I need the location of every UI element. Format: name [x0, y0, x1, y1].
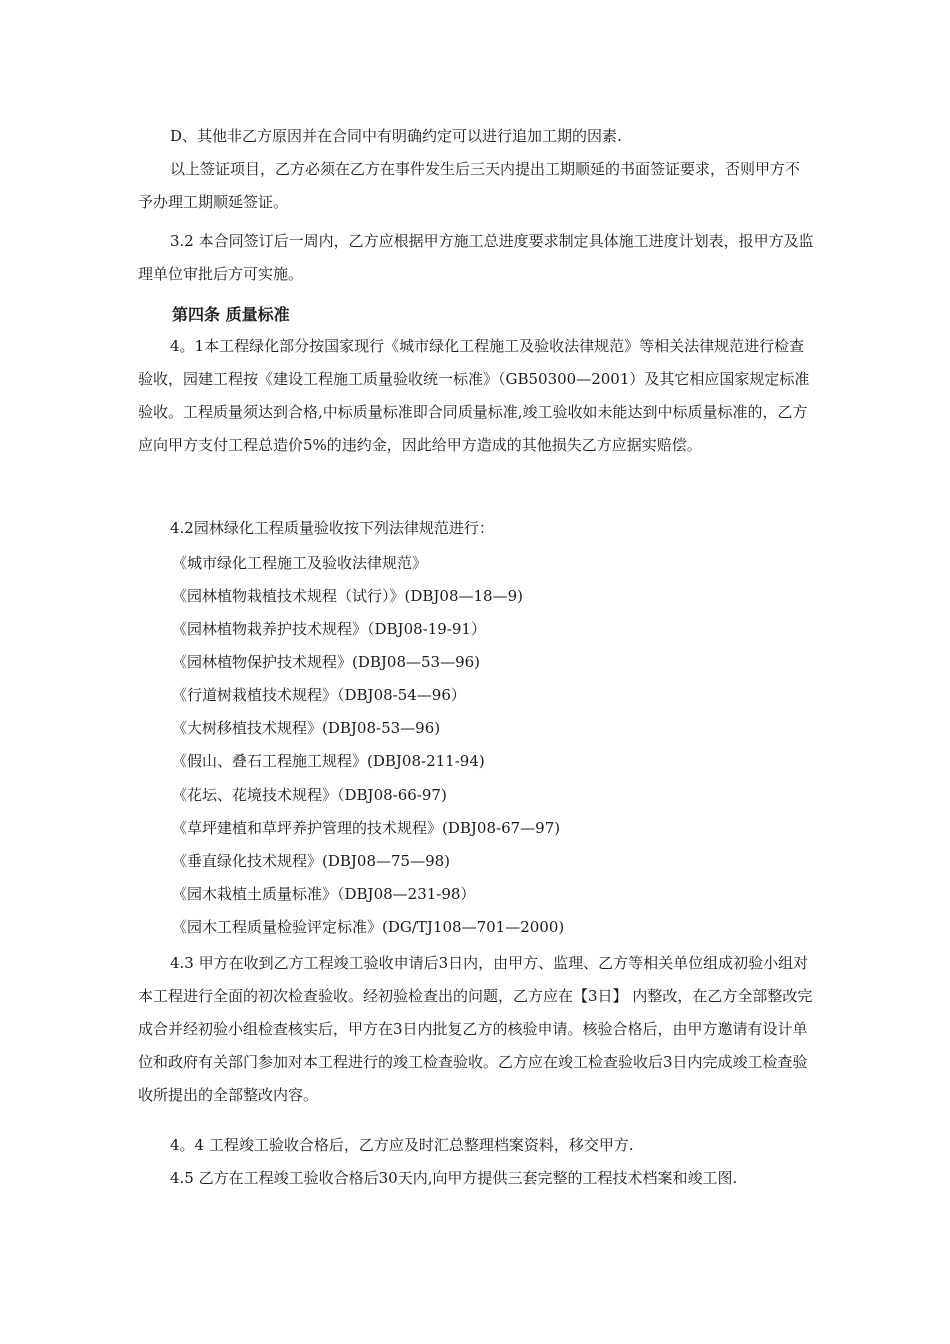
paragraph-sign: 以上签证项目，乙方必须在乙方在事件发生后三天内提出工期顺延的书面签证要求，否则甲方不予办理工期顺延签证。: [138, 160, 801, 211]
standard-item: 《园林植物栽养护技术规程》（DBJ08-19-91）: [172, 620, 486, 638]
standard-item: 《草坪建植和草坪养护管理的技术规程》(DBJ08-67—97): [172, 819, 561, 837]
standard-item: 《行道树栽植技术规程》（DBJ08-54—96）: [172, 686, 466, 704]
standard-item: 《园木工程质量检验评定标准》(DG/TJ108—701—2000): [172, 918, 565, 936]
standard-item: 《园林植物保护技术规程》(DBJ08—53—96): [172, 653, 481, 671]
paragraph-3-2: 3.2 本合同签订后一周内，乙方应根据甲方施工总进度要求制定具体施工进度计划表，报甲方及监理单位审批后方可实施。: [138, 232, 814, 283]
paragraph-d: D、其他非乙方原因并在合同中有明确约定可以进行追加工期的因素.: [170, 127, 622, 145]
section-heading-4: 第四条 质量标准: [172, 305, 290, 324]
paragraph-4-4: 4。4 工程竣工验收合格后，乙方应及时汇总整理档案资料，移交甲方.: [170, 1136, 634, 1154]
paragraph-4-1: 4。1本工程绿化部分按国家现行《城市绿化工程施工及验收法律规范》等相关法律规范进行检查验收，园建工程按《建设工程施工质量验收统一标准》（GB50300—2001）及其它相应国家规定标准验收。工程质量须达到合格,中标质量标准即合同质量标准,竣工验收如未能达到中标质量标准的，乙方应向甲方支付工程总造价5%的违约金，因此给甲方造成的其他损失乙方应据实赔偿。: [138, 337, 810, 454]
paragraph-4-2: 4.2园林绿化工程质量验收按下列法律规范进行：: [170, 519, 494, 537]
standard-item: 《大树移植技术规程》(DBJ08-53—96): [172, 719, 441, 737]
paragraph-4-3: 4.3 甲方在收到乙方工程竣工验收申请后3日内，由甲方、监理、乙方等相关单位组成初验小组对本工程进行全面的初次检查验收。经初验检查出的问题，乙方应在【3日】 内整改，在乙方全部整改完成合并经初验小组检查核实后，甲方在3日内批复乙方的核验申请。核验合格后，由甲方邀请有设计单位和政府有关部门参加对本工程进行的竣工检查验收。乙方应在竣工检查验收后3日内完成竣工检查验收所提出的全部整改内容。: [138, 954, 813, 1104]
standard-item: 《假山、叠石工程施工规程》(DBJ08-211-94): [172, 752, 485, 770]
standard-item: 《垂直绿化技术规程》(DBJ08—75—98): [172, 852, 451, 870]
standard-item: 《城市绿化工程施工及验收法律规范》: [172, 554, 428, 572]
standard-item: 《花坛、花境技术规程》（DBJ08-66-97): [172, 786, 447, 804]
standard-item: 《园木栽植土质量标准》（DBJ08—231-98）: [172, 885, 476, 903]
standard-item: 《园林植物栽植技术规程（试行）》(DBJ08—18—9): [172, 587, 523, 605]
paragraph-4-5: 4.5 乙方在工程竣工验收合格后30天内,向甲方提供三套完整的工程技术档案和竣工图.: [170, 1169, 738, 1187]
